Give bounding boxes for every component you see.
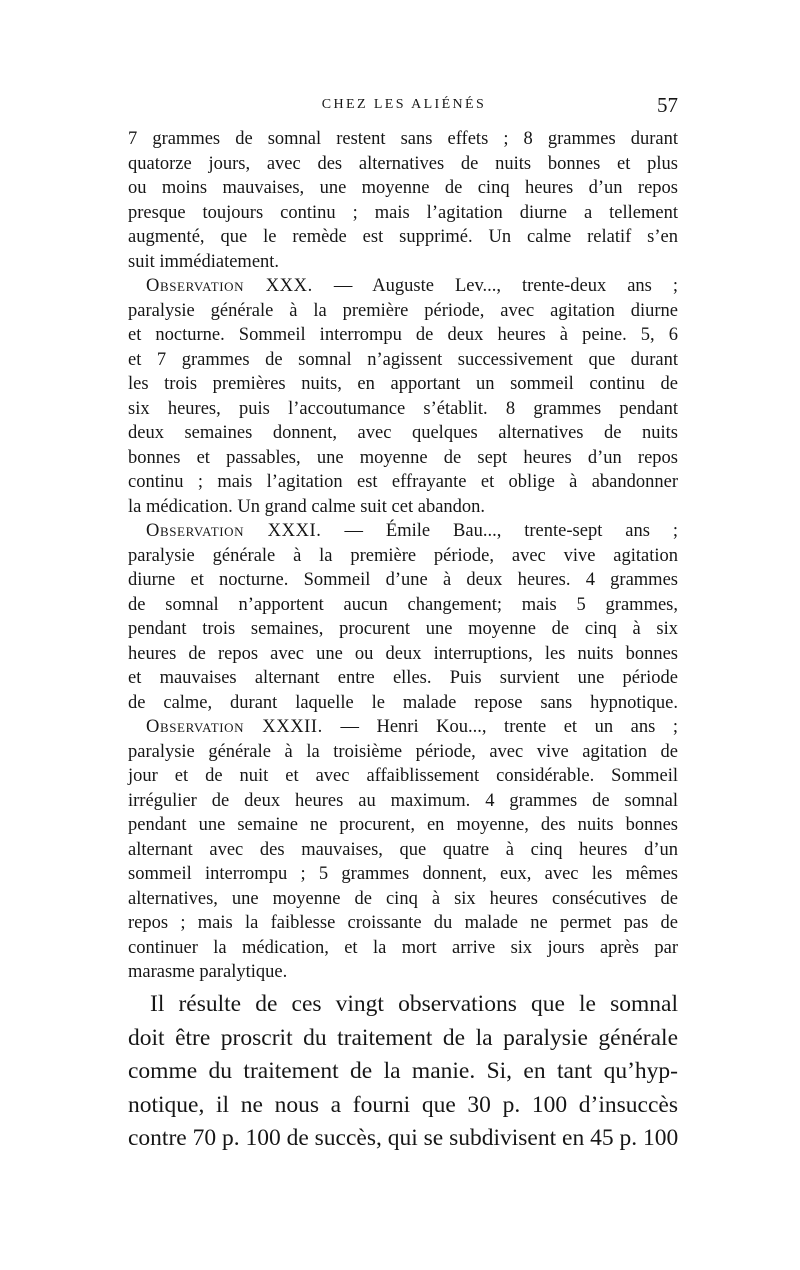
text-line: six heures, puis l’accoutumance s’établit. 8 grammes pendant xyxy=(128,398,678,419)
text-line: continu ; mais l’agitation est effrayante et oblige à abandonner xyxy=(128,472,678,492)
observation-heading-line xyxy=(128,519,678,544)
text-line: augmenté, que le remède est supprimé. Un calme relatif s’en xyxy=(128,227,678,247)
text-line: pendant une semaine ne procurent, en moyenne, des nuits bonnes xyxy=(128,815,678,835)
text-line: la médication. Un grand calme suit cet abandon. xyxy=(128,496,486,517)
text-line: presque toujours continu ; mais l’agitation diurne a tellement xyxy=(128,202,678,223)
text-line: 7 grammes de somnal restent sans effets ; 8 grammes durant xyxy=(128,129,678,149)
text-line: ou moins mauvaises, une moyenne de cinq heures d’un repos xyxy=(128,178,678,198)
observation-heading-text: — Auguste Lev..., trente-deux ans ; xyxy=(312,276,678,296)
text-line: continuer la médication, et la mort arrive six jours après par xyxy=(128,937,678,958)
text-line: diurne et nocturne. Sommeil d’une à deux heures. 4 grammes xyxy=(128,570,678,590)
observation-label: Observation XXX. xyxy=(146,276,313,296)
text-line: et 7 grammes de somnal n’agissent successivement que durant xyxy=(128,349,678,370)
text-line: sommeil interrompu ; 5 grammes donnent, eux, avec les mêmes xyxy=(128,864,678,884)
text-line: suit immédiatement. xyxy=(128,251,280,272)
text-line: notique, il ne nous a fourni que 30 p. 100 d’insuccès xyxy=(128,1091,678,1118)
text-line: alternatives, une moyenne de cinq à six heures consécutives de xyxy=(128,888,678,909)
running-title: CHEZ LES ALIÉNÉS xyxy=(321,97,487,112)
text-line: Il résulte de ces vingt observations que le somnal xyxy=(150,991,678,1017)
text-line: et mauvaises alternant entre elles. Puis survient une période xyxy=(128,668,678,688)
text-line: et nocturne. Sommeil interrompu de deux heures à peine. 5, 6 xyxy=(128,325,678,345)
text-line: les trois premières nuits, en apportant un sommeil continu de xyxy=(128,374,678,394)
observation-heading-text: — Émile Bau..., trente-sept ans ; xyxy=(321,521,679,541)
text-line: bonnes et passables, une moyenne de sept heures d’un repos xyxy=(128,447,678,468)
text-line: marasme paralytique. xyxy=(128,962,288,982)
observation-heading-text: — Henri Kou..., trente et un ans ; xyxy=(322,717,678,737)
text-line: irrégulier de deux heures au maximum. 4 grammes de somnal xyxy=(128,790,678,811)
text-line: heures de repos avec une ou deux interruptions, les nuits bonnes xyxy=(128,643,678,664)
text-line: deux semaines donnent, avec quelques alternatives de nuits xyxy=(128,423,678,443)
text-line: contre 70 p. 100 de succès, qui se subdivisent en 45 p. 100 xyxy=(128,1125,679,1151)
text-line: doit être proscrit du traitement de la paralysie générale xyxy=(128,1024,678,1051)
text-line: paralysie générale à la première période, avec vive agitation xyxy=(128,545,678,566)
observation-heading-line xyxy=(128,715,678,740)
text-line: jour et de nuit et avec affaiblissement considérable. Sommeil xyxy=(128,766,678,786)
text-line: de calme, durant laquelle le malade repose sans hypnotique. xyxy=(128,692,678,713)
running-head xyxy=(130,93,678,117)
text-line: comme du traitement de la manie. Si, en tant qu’hyp- xyxy=(128,1058,678,1084)
conclusion-text xyxy=(128,988,678,1156)
observation-label: Observation XXXI. xyxy=(146,521,322,541)
observation-label: Observation XXXII. xyxy=(146,717,323,737)
observation-heading-line xyxy=(128,274,678,299)
text-line: paralysie générale à la première période, avec agitation diurne xyxy=(128,300,678,321)
observations-text xyxy=(128,127,678,985)
text-line: quatorze jours, avec des alternatives de nuits bonnes et plus xyxy=(128,153,678,174)
page-number: 57 xyxy=(657,93,678,117)
text-line: repos ; mais la faiblesse croissante du malade ne permet pas de xyxy=(128,913,678,933)
text-line: paralysie générale à la troisième période, avec vive agitation de xyxy=(128,741,678,762)
text-line: alternant avec des mauvaises, que quatre à cinq heures d’un xyxy=(128,839,678,860)
text-line: de somnal n’apportent aucun changement; mais 5 grammes, xyxy=(128,594,678,615)
text-line: pendant trois semaines, procurent une moyenne de cinq à six xyxy=(128,619,678,639)
